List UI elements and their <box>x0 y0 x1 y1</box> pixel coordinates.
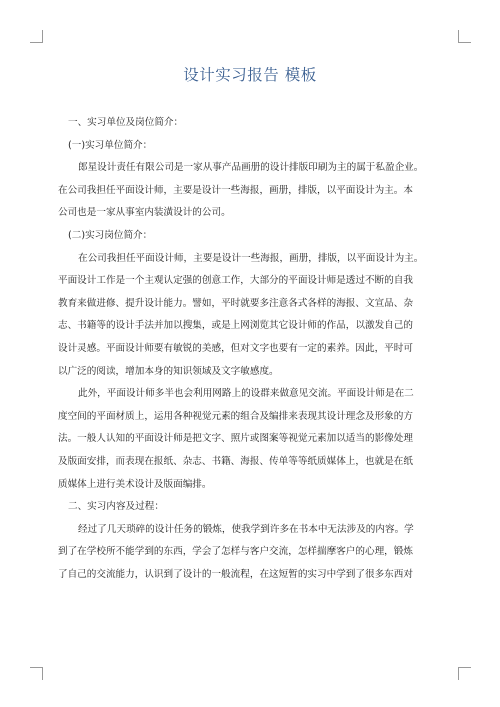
paragraph-line: 了自己的交流能力，认识到了设计的一般流程，在这短暂的实习中学到了很多东西对 <box>58 568 413 580</box>
paragraph-line: 到了在学校所不能学到的东西，学会了怎样与客户交流，怎样揣摩客户的心理，锻炼 <box>58 546 413 558</box>
section-heading: 一、实习单位及岗位简介： <box>68 117 184 128</box>
crop-mark-bottom-right <box>458 667 471 680</box>
paragraph-line: 在公司我担任平面设计师，主要是设计一些海报，画册，排版，以平面设计为主。本 <box>58 184 413 196</box>
paragraph-line: 设计灵感。平面设计师要有敏锐的美感，但对文字也要有一定的素养。因此，平时可 <box>58 342 413 354</box>
paragraph-line: 法。一般人认知的平面设计师是把文字、照片或图案等视觉元素加以适当的影像处理 <box>58 433 413 445</box>
paragraph-line: 此外，平面设计师多半也会利用网路上的设群来做意见交流。平面设计师是在二 <box>78 388 414 400</box>
crop-mark-top-right <box>458 30 471 43</box>
paragraph-line: 度空间的平面材质上，运用各种视觉元素的组合及编排来表现其设计理念及形象的方 <box>58 410 413 422</box>
document-page <box>58 58 442 586</box>
paragraph-line: 以广泛的阅读，增加本身的知识领域及文字敏感度。 <box>58 365 279 377</box>
crop-mark-bottom-left <box>30 667 43 680</box>
paragraph-line: 志、书籍等的设计手法并加以搜集，或是上网浏览其它设计师的作品，以激发自己的 <box>58 320 413 332</box>
paragraph-line: 平面设计工作是一个主观认定强的创意工作，大部分的平面设计师是透过不断的自我 <box>58 275 413 287</box>
paragraph-line: 及版面安排，而表现在报纸、杂志、书籍、海报、传单等等纸质媒体上，也就是在纸 <box>58 455 413 467</box>
paragraph-line: 郎星设计责任有限公司是一家从事产品画册的设计排版印刷为主的属于私盈企业。 <box>78 162 424 174</box>
paragraph-line: 质媒体上进行美术设计及版面编排。 <box>58 478 212 490</box>
crop-mark-top-left <box>30 30 43 43</box>
paragraph-line: 公司也是一家从事室内装潢设计的公司。 <box>58 207 231 219</box>
document-title: 设计实习报告 模板 <box>183 66 317 84</box>
paragraph-line: 教育来做进修、提升设计能力。譬如，平时就要多注意各式各样的海报、文宣品、杂 <box>58 297 413 309</box>
subsection-heading: (二)实习岗位简介： <box>68 229 153 241</box>
section-heading: 二、实习内容及过程： <box>68 501 164 513</box>
subsection-heading: (一)实习单位简介： <box>68 139 153 151</box>
paragraph-line: 在公司我担任平面设计师，主要是设计一些海报，画册，排版，以平面设计为主。 <box>78 252 424 264</box>
paragraph-line: 经过了几天琐碎的设计任务的锻炼，使我学到许多在书本中无法涉及的内容。学 <box>78 523 414 535</box>
